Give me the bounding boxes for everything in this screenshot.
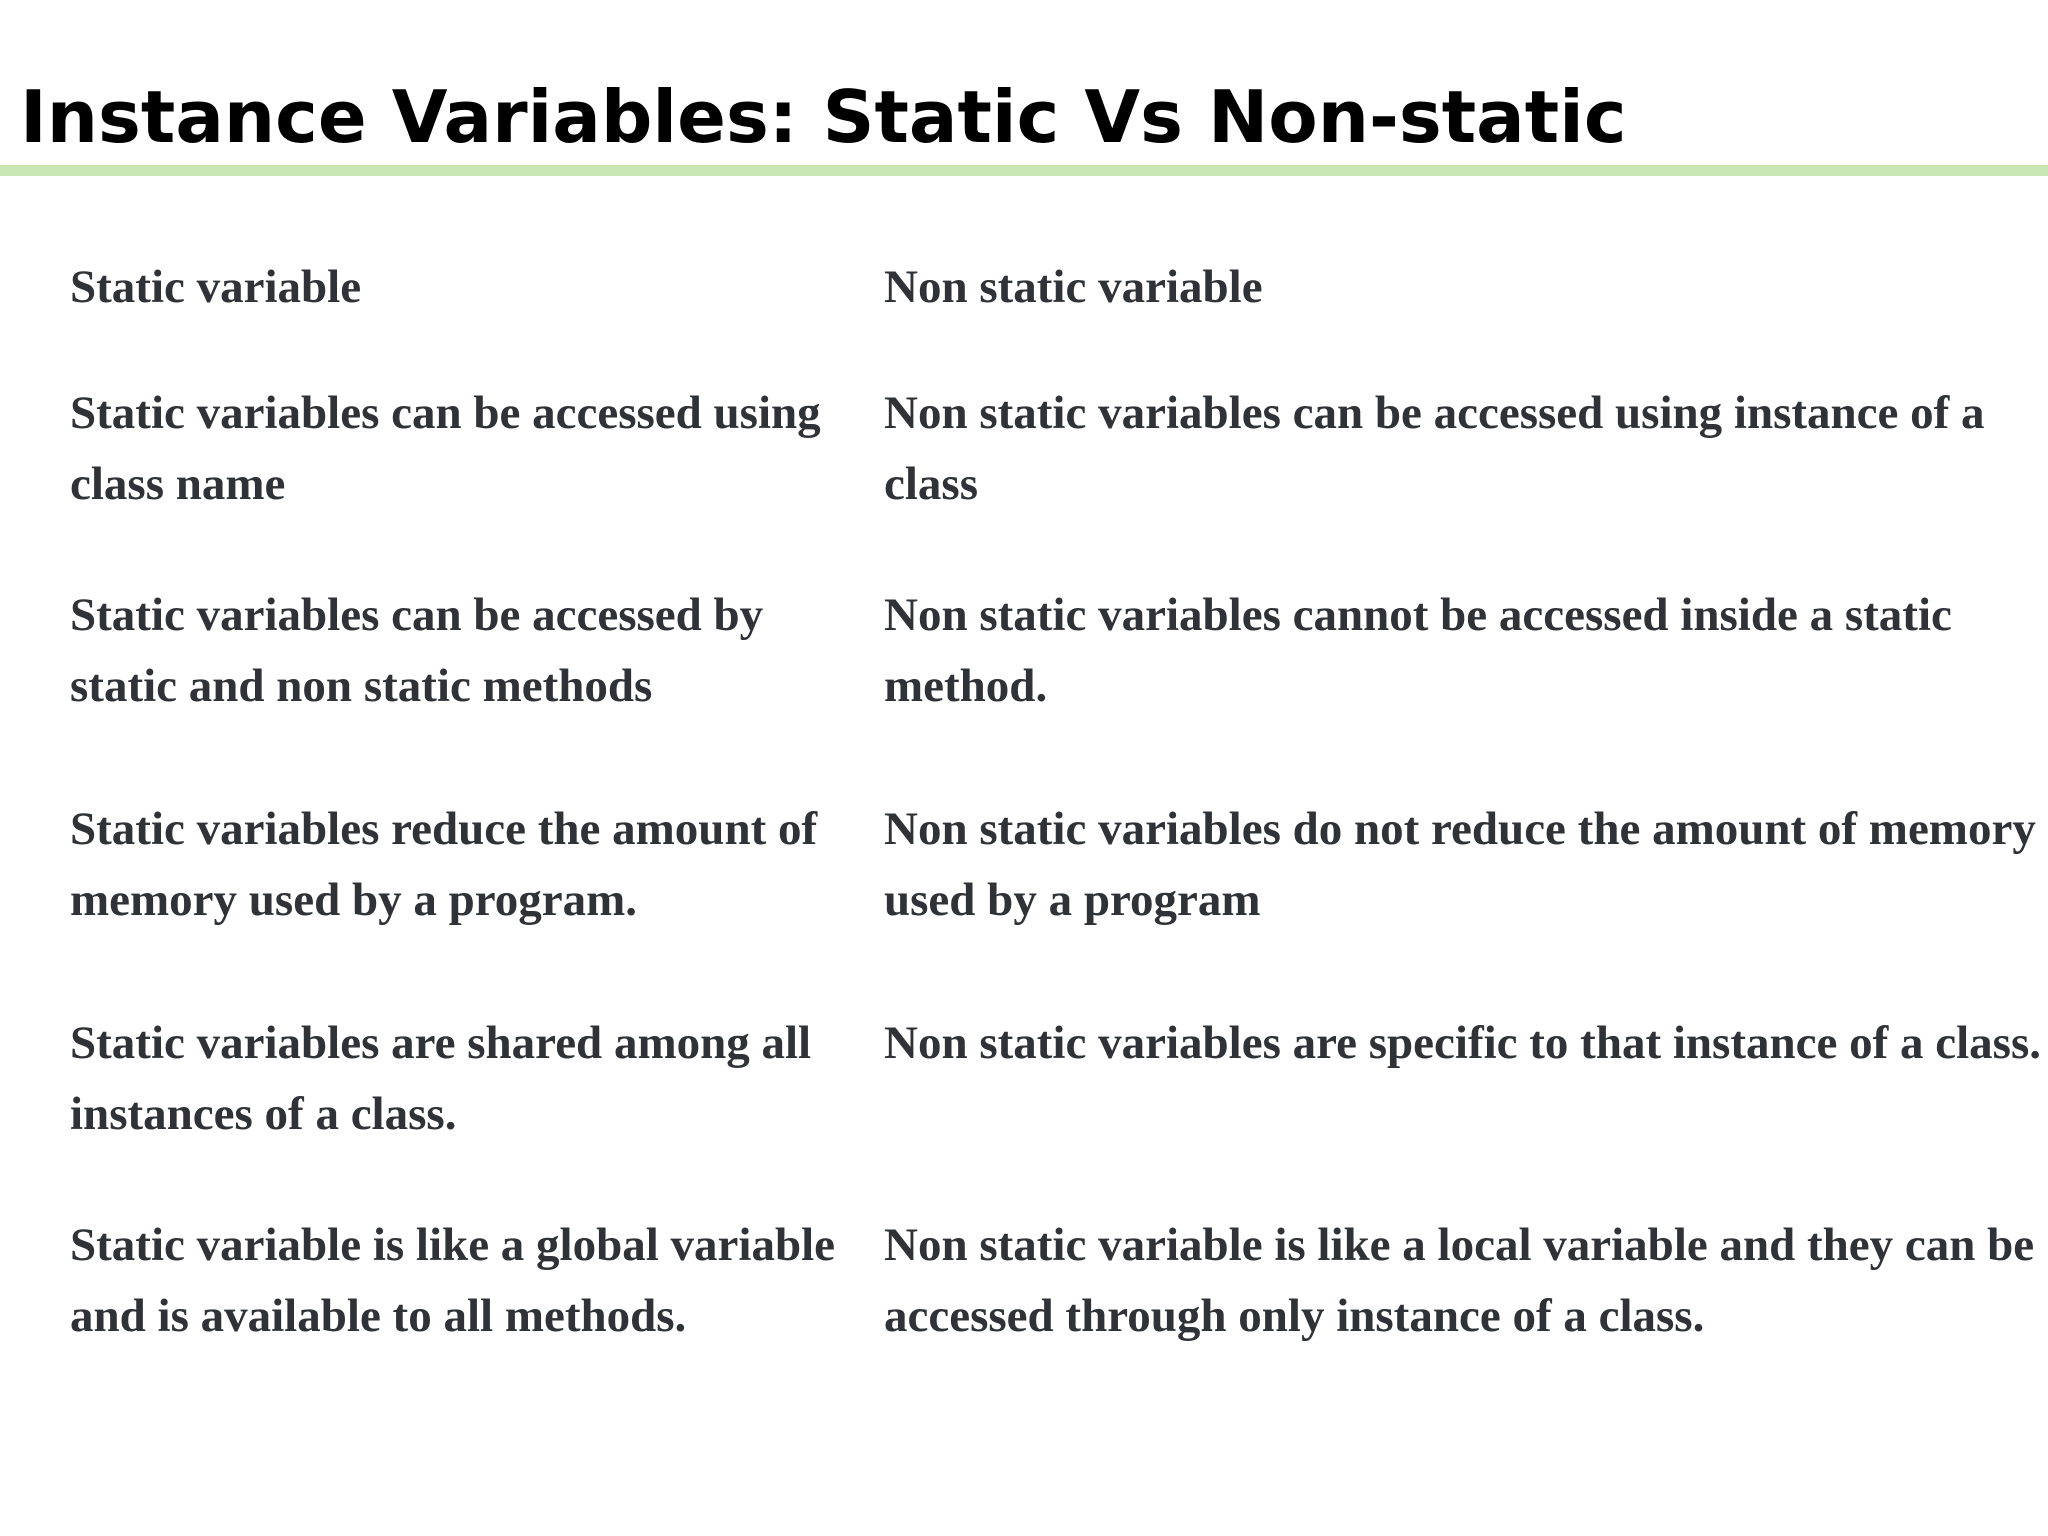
- title-divider: [0, 165, 2048, 176]
- static-cell: Static variables can be accessed by static and non static methods: [70, 589, 764, 712]
- non-static-cell: Non static variables are specific to that instance of a class.: [884, 1017, 2042, 1069]
- column-header-non-static: Non static variable: [884, 261, 1263, 313]
- static-cell: Static variables reduce the amount of memory used by a program.: [70, 803, 818, 926]
- non-static-cell: Non static variables cannot be accessed inside a static method.: [884, 589, 1952, 712]
- static-cell: Static variables are shared among all instances of a class.: [70, 1017, 812, 1140]
- non-static-cell: Non static variables do not reduce the amount of memory used by a program: [884, 803, 2036, 926]
- non-static-cell: Non static variable is like a local variable and they can be accessed through only instance of a class.: [884, 1219, 2035, 1342]
- page-title: Instance Variables: Static Vs Non-static: [20, 75, 1627, 159]
- static-cell: Static variables can be accessed using class name: [70, 387, 821, 510]
- static-cell: Static variable is like a global variable and is available to all methods.: [70, 1219, 836, 1342]
- non-static-cell: Non static variables can be accessed using instance of a class: [884, 387, 1985, 510]
- column-header-static: Static variable: [70, 261, 362, 313]
